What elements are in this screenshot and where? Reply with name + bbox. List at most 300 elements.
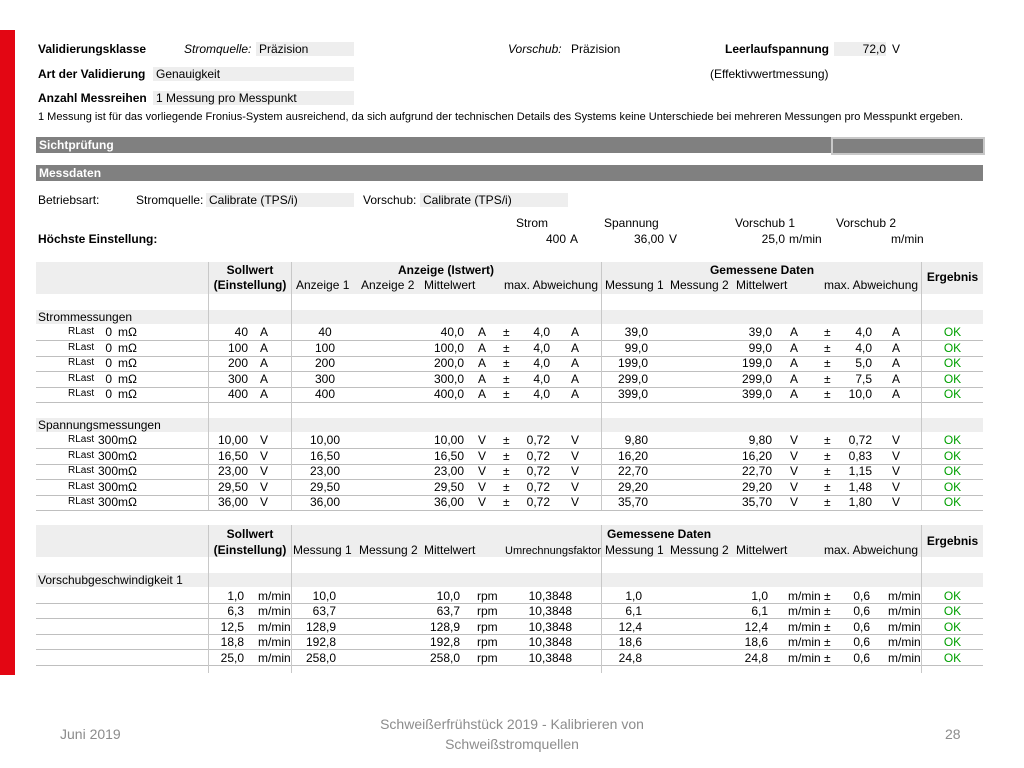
row-gemessen-unit: m/min ± [788,604,831,618]
row-max-abweichung-2: 4,0 [855,325,872,339]
row-mittelwert: 300,0 [433,372,464,386]
row-gemessen-unit: A [790,372,799,386]
row-rlast-label: RLast [68,434,95,445]
row-mittelwert-unit: A [478,387,487,401]
row-ergebnis: OK [943,495,962,509]
section-messdaten: Messdaten [36,165,983,181]
row-plusminus-2: ± [824,433,831,447]
row-max-abweichung: 4,0 [533,387,550,401]
row-messung1: 10,0 [312,589,336,603]
row-gemessen-mittelwert: 1,0 [751,589,768,603]
row-rlast-label: RLast [68,342,95,353]
row-resistance: 0 [105,387,112,401]
row-plusminus: ± [503,356,510,370]
row-sollwert-unit: A [260,387,269,401]
row-ergebnis: OK [943,387,962,401]
row-gemessen-mittelwert: 22,70 [741,464,772,478]
row-plusminus: ± [503,325,510,339]
t1-einstellung-header: (Einstellung) [213,278,287,292]
row-resistance-unit: mΩ [118,372,137,386]
row-max-abweichung-2-unit: A [892,372,901,386]
row-sollwert-unit: V [260,464,269,478]
row-max-abweichung-unit: m/min [888,620,921,634]
row-mittelwert-unit: rpm [477,651,498,665]
row-max-abweichung-2-unit: A [892,341,901,355]
row-gemessen-mittelwert: 29,20 [741,480,772,494]
art-value: Genauigkeit [156,67,221,81]
row-gemessen-mittelwert: 39,0 [748,325,772,339]
row-resistance-unit: mΩ [118,480,137,494]
row-anzeige1: 300 [314,372,336,386]
row-max-abweichung-2: 1,48 [848,480,872,494]
row-gemessen-mittelwert: 399,0 [741,387,772,401]
row-max-abweichung-unit: V [571,433,580,447]
anzahl-label: Anzahl Messreihen [38,91,147,105]
row-sollwert: 36,00 [217,495,248,509]
vorschub1-header: Vorschub 1 [735,216,796,230]
row-plusminus: ± [503,464,510,478]
row-gemessen-mittelwert: 99,0 [748,341,772,355]
row-plusminus: ± [503,480,510,494]
row-anzeige1: 400 [314,387,336,401]
row-gemessen-unit: V [790,433,799,447]
row-resistance: 0 [105,372,112,386]
row-max-abweichung-2-unit: V [892,433,901,447]
row-max-abweichung-2: 10,0 [848,387,872,401]
row-ergebnis: OK [943,620,962,634]
row-plusminus-2: ± [824,325,831,339]
row-max-abweichung-2: 1,15 [848,464,872,478]
row-max-abweichung: 0,72 [526,449,550,463]
row-gemessen-messung1: 12,4 [618,620,642,634]
t1-group-spannungsmessungen: Spannungsmessungen [38,418,161,432]
row-mittelwert: 16,50 [433,449,464,463]
stromquelle-value: Präzision [259,42,309,56]
row-sollwert-unit: m/min [258,620,291,634]
row-plusminus-2: ± [824,387,831,401]
row-sollwert: 23,00 [217,464,248,478]
row-max-abweichung-2: 5,0 [855,356,872,370]
vorschub1-value: 25,0 [761,232,785,246]
row-mittelwert: 128,9 [429,620,460,634]
row-mittelwert: 400,0 [433,387,464,401]
row-gemessen-messung1: 1,0 [625,589,642,603]
effektivwert-note: (Effektivwertmessung) [710,67,829,81]
row-gemessen-unit: V [790,449,799,463]
row-gemessen-unit: m/min ± [788,620,831,634]
t1-sollwert-header: Sollwert [226,263,274,277]
row-sollwert-unit: m/min [258,589,291,603]
t2-umrechnung-header: Umrechnungsfaktor [505,545,601,557]
vorschub2-header: Vorschub 2 [836,216,897,230]
row-umrechnungsfaktor: 10,3848 [528,604,572,618]
row-max-abweichung: 0,72 [526,433,550,447]
row-plusminus-2: ± [824,341,831,355]
t1-anzeige2-header: Anzeige 2 [361,278,415,292]
betriebsart-label: Betriebsart: [38,193,100,207]
row-resistance-unit: mΩ [118,387,137,401]
row-sollwert: 200 [227,356,248,370]
row-plusminus: ± [503,495,510,509]
t2-messung1b-header: Messung 1 [605,543,664,557]
row-mittelwert-unit: V [478,464,487,478]
t1-gemessene-header: Gemessene Daten [709,263,815,277]
row-sollwert: 18,8 [220,635,244,649]
row-gemessen-messung1: 24,8 [618,651,642,665]
row-ergebnis: OK [943,604,962,618]
leerlauf-unit: V [892,42,901,56]
row-rlast-label: RLast [68,481,95,492]
row-umrechnungsfaktor: 10,3848 [528,589,572,603]
row-divider [36,510,983,511]
row-mittelwert-unit: rpm [477,620,498,634]
row-messung1: 99,0 [624,341,648,355]
row-max-abweichung-unit: V [571,449,580,463]
row-plusminus: ± [503,449,510,463]
row-max-abweichung-2-unit: V [892,495,901,509]
row-max-abweichung: 4,0 [533,356,550,370]
row-sollwert-unit: A [260,372,269,386]
row-mittelwert-unit: rpm [477,635,498,649]
row-max-abweichung: 4,0 [533,372,550,386]
row-messung1: 16,20 [617,449,648,463]
row-sollwert: 10,00 [217,433,248,447]
row-sollwert-unit: A [260,341,269,355]
row-max-abweichung-2: 4,0 [855,341,872,355]
betrieb-vorschub-label: Vorschub: [363,193,417,207]
row-resistance-unit: mΩ [118,464,137,478]
row-gemessen-mittelwert: 199,0 [741,356,772,370]
row-gemessen-mittelwert: 35,70 [741,495,772,509]
row-rlast-label: RLast [68,326,95,337]
leerlauf-value: 72,0 [862,42,886,56]
row-sollwert-unit: A [260,325,269,339]
betrieb-stromquelle-label: Stromquelle: [136,193,204,207]
sichtpruefung-result-box [831,137,985,155]
row-mittelwert-unit: A [478,356,487,370]
row-sollwert: 100 [227,341,248,355]
row-max-abweichung-unit: V [571,464,580,478]
betrieb-vorschub-value: Calibrate (TPS/i) [423,193,512,207]
t2-einstellung-header: (Einstellung) [213,543,287,557]
row-max-abweichung-2-unit: A [892,387,901,401]
row-max-abweichung-unit: m/min [888,635,921,649]
row-messung1: 199,0 [617,356,648,370]
t2-ergebnis-header: Ergebnis [926,534,979,548]
accent-bar [0,30,15,675]
row-mittelwert: 40,0 [440,325,464,339]
vorschub-value: Präzision [571,42,621,56]
row-sollwert-unit: V [260,449,269,463]
row-resistance-unit: mΩ [118,341,137,355]
row-mittelwert: 10,00 [433,433,464,447]
row-sollwert-unit: m/min [258,651,291,665]
hoechste-einstellung-label: Höchste Einstellung: [38,232,158,246]
row-mittelwert: 63,7 [436,604,460,618]
row-resistance: 0 [105,325,112,339]
row-sollwert: 300 [227,372,248,386]
row-sollwert: 40 [234,325,248,339]
row-max-abweichung-unit: A [571,387,580,401]
t1-mittelwert2-header: Mittelwert [736,278,788,292]
row-max-abweichung-unit: A [571,341,580,355]
row-messung1: 192,8 [305,635,336,649]
spannung-value: 36,00 [633,232,664,246]
spannung-header: Spannung [604,216,659,230]
row-max-abweichung: 4,0 [533,341,550,355]
row-ergebnis: OK [943,372,962,386]
row-gemessen-mittelwert: 9,80 [748,433,772,447]
row-gemessen-unit: A [790,341,799,355]
row-resistance-unit: mΩ [118,325,137,339]
t1-maxabw-header: max. Abweichung [504,278,599,292]
row-plusminus-2: ± [824,449,831,463]
row-max-abweichung-unit: A [571,356,580,370]
row-plusminus-2: ± [824,356,831,370]
t2-maxabw-header: max. Abweichung [824,543,919,557]
row-sollwert: 6,3 [227,604,244,618]
row-sollwert: 1,0 [227,589,244,603]
row-umrechnungsfaktor: 10,3848 [528,620,572,634]
row-max-abweichung: 0,6 [853,635,870,649]
row-max-abweichung-unit: V [571,495,580,509]
section-sichtpruefung: Sichtprüfung [36,137,983,153]
row-ergebnis: OK [943,449,962,463]
row-sollwert-unit: V [260,433,269,447]
row-resistance: 300 [98,449,119,463]
row-messung1: 63,7 [312,604,336,618]
row-umrechnungsfaktor: 10,3848 [528,651,572,665]
row-ergebnis: OK [943,356,962,370]
row-plusminus: ± [503,372,510,386]
t1-group2-band [36,418,983,432]
row-divider [36,402,983,403]
row-mittelwert: 258,0 [429,651,460,665]
row-max-abweichung-2: 0,83 [848,449,872,463]
row-max-abweichung-2-unit: A [892,325,901,339]
t2-sollwert-header: Sollwert [226,527,274,541]
row-resistance: 300 [98,433,119,447]
row-messung1: 39,0 [624,325,648,339]
row-gemessen-unit: A [790,356,799,370]
stromquelle-label: Stromquelle: [184,42,252,56]
row-sollwert: 29,50 [217,480,248,494]
row-messung1: 9,80 [624,433,648,447]
row-anzeige1: 100 [314,341,336,355]
t1-anzeige1-header: Anzeige 1 [296,278,350,292]
row-anzeige1: 200 [314,356,336,370]
row-ergebnis: OK [943,651,962,665]
t2-gemessene-header: Gemessene Daten [606,527,712,541]
row-rlast-label: RLast [68,373,95,384]
row-gemessen-unit: m/min ± [788,635,831,649]
row-gemessen-unit: V [790,495,799,509]
row-gemessen-mittelwert: 12,4 [744,620,768,634]
row-rlast-label: RLast [68,388,95,399]
row-sollwert: 400 [227,387,248,401]
row-plusminus: ± [503,341,510,355]
row-resistance: 300 [98,480,119,494]
row-ergebnis: OK [943,589,962,603]
row-umrechnungsfaktor: 10,3848 [528,635,572,649]
row-messung1: 399,0 [617,387,648,401]
row-resistance-unit: mΩ [118,433,137,447]
row-resistance: 0 [105,356,112,370]
row-sollwert-unit: m/min [258,604,291,618]
row-mittelwert-unit: V [478,449,487,463]
row-gemessen-mittelwert: 6,1 [751,604,768,618]
row-gemessen-messung1: 6,1 [625,604,642,618]
row-sollwert-unit: V [260,495,269,509]
row-sollwert: 16,50 [217,449,248,463]
row-mittelwert-unit: A [478,325,487,339]
row-ergebnis: OK [943,325,962,339]
t2-group-vorschub: Vorschubgeschwindigkeit 1 [38,573,183,587]
row-resistance: 300 [98,464,119,478]
row-mittelwert-unit: rpm [477,589,498,603]
row-plusminus: ± [503,387,510,401]
row-max-abweichung-unit: m/min [888,651,921,665]
row-mittelwert: 10,0 [436,589,460,603]
strom-value: 400 [545,232,566,246]
row-resistance-unit: mΩ [118,495,137,509]
row-max-abweichung-unit: m/min [888,589,921,603]
row-gemessen-unit: V [790,480,799,494]
validierungsklasse-label: Validierungsklasse [38,42,147,56]
row-max-abweichung: 4,0 [533,325,550,339]
messung-note: 1 Messung ist für das vorliegende Fronius-System ausreichend, da sich aufgrund der technischen Details des Systems keine Unterschiede bei mehreren Messungen pro Messpunkt ergeben. [38,111,964,123]
row-divider [36,649,983,650]
row-anzeige1: 40 [318,325,332,339]
row-gemessen-mittelwert: 18,6 [744,635,768,649]
row-max-abweichung: 0,72 [526,495,550,509]
row-anzeige1: 10,00 [309,433,341,447]
leerlauf-label: Leerlaufspannung [725,42,830,56]
t1-ergebnis-header: Ergebnis [926,270,979,284]
row-sollwert: 25,0 [220,651,244,665]
row-max-abweichung-2: 7,5 [855,372,872,386]
row-max-abweichung: 0,72 [526,464,550,478]
row-mittelwert: 23,00 [433,464,464,478]
t1-group-strommessungen: Strommessungen [38,310,133,324]
row-plusminus-2: ± [824,372,831,386]
row-max-abweichung-2-unit: A [892,356,901,370]
row-gemessen-unit: A [790,325,799,339]
row-resistance: 0 [105,341,112,355]
row-messung1: 35,70 [617,495,648,509]
row-resistance-unit: mΩ [118,449,137,463]
footer-page-number: 28 [945,726,961,742]
row-max-abweichung-unit: A [571,325,580,339]
t2-mittelwert-header: Mittelwert [424,543,476,557]
row-ergebnis: OK [943,480,962,494]
row-max-abweichung-unit: V [571,480,580,494]
row-max-abweichung-2-unit: V [892,480,901,494]
vorschub-label: Vorschub: [508,42,562,56]
strom-header: Strom [516,216,549,230]
row-mittelwert-unit: A [478,372,487,386]
row-anzeige1: 36,00 [309,495,341,509]
row-messung1: 299,0 [617,372,648,386]
anzahl-value: 1 Messung pro Messpunkt [156,91,297,105]
row-rlast-label: RLast [68,357,95,368]
betrieb-stromquelle-value: Calibrate (TPS/i) [209,193,298,207]
row-anzeige1: 29,50 [309,480,341,494]
row-resistance: 300 [98,495,119,509]
row-ergebnis: OK [943,341,962,355]
row-rlast-label: RLast [68,496,95,507]
row-max-abweichung-unit: A [571,372,580,386]
spannung-unit: V [669,232,678,246]
row-mittelwert-unit: V [478,495,487,509]
vorschub2-unit: m/min [891,232,924,246]
row-mittelwert-unit: A [478,341,487,355]
row-mittelwert: 36,00 [433,495,464,509]
row-divider [36,665,983,666]
t1-messung1-header: Messung 1 [605,278,664,292]
row-gemessen-unit: m/min ± [788,651,831,665]
t1-mittelwert-header: Mittelwert [424,278,476,292]
row-rlast-label: RLast [68,465,95,476]
t1-messung2-header: Messung 2 [670,278,729,292]
row-ergebnis: OK [943,433,962,447]
row-sollwert: 12,5 [220,620,244,634]
row-messung1: 258,0 [305,651,336,665]
art-label: Art der Validierung [38,67,146,81]
t1-anzeige-header: Anzeige (Istwert) [397,263,494,277]
row-mittelwert: 200,0 [433,356,464,370]
row-resistance-unit: mΩ [118,356,137,370]
row-max-abweichung: 0,6 [853,604,870,618]
row-max-abweichung-2: 0,72 [848,433,872,447]
row-sollwert-unit: A [260,356,269,370]
row-plusminus: ± [503,433,510,447]
row-gemessen-unit: m/min ± [788,589,831,603]
row-sollwert-unit: m/min [258,635,291,649]
row-gemessen-unit: A [790,387,799,401]
row-plusminus-2: ± [824,495,831,509]
t1-maxabw2-header: max. Abweichung [824,278,919,292]
footer-title: Schweißerfrühstück 2019 - Kalibrieren von Schweißstromquellen [380,716,644,752]
row-mittelwert-unit: rpm [477,604,498,618]
row-mittelwert: 192,8 [429,635,460,649]
row-gemessen-mittelwert: 16,20 [741,449,772,463]
row-gemessen-mittelwert: 24,8 [744,651,768,665]
row-gemessen-unit: V [790,464,799,478]
row-max-abweichung: 0,6 [853,589,870,603]
row-max-abweichung-2-unit: V [892,449,901,463]
t1-group1-band [36,310,983,324]
vorschub1-unit: m/min [789,232,822,246]
row-divider [36,618,983,619]
t2-mittelwert2-header: Mittelwert [736,543,788,557]
row-max-abweichung-unit: m/min [888,604,921,618]
row-messung1: 29,20 [617,480,648,494]
row-max-abweichung: 0,6 [853,651,870,665]
row-anzeige1: 23,00 [309,464,341,478]
row-max-abweichung: 0,6 [853,620,870,634]
row-gemessen-mittelwert: 299,0 [741,372,772,386]
row-mittelwert: 29,50 [433,480,464,494]
row-plusminus-2: ± [824,464,831,478]
row-ergebnis: OK [943,464,962,478]
row-mittelwert-unit: V [478,433,487,447]
row-sollwert-unit: V [260,480,269,494]
row-messung1: 22,70 [617,464,648,478]
row-plusminus-2: ± [824,480,831,494]
row-rlast-label: RLast [68,450,95,461]
row-max-abweichung: 0,72 [526,480,550,494]
